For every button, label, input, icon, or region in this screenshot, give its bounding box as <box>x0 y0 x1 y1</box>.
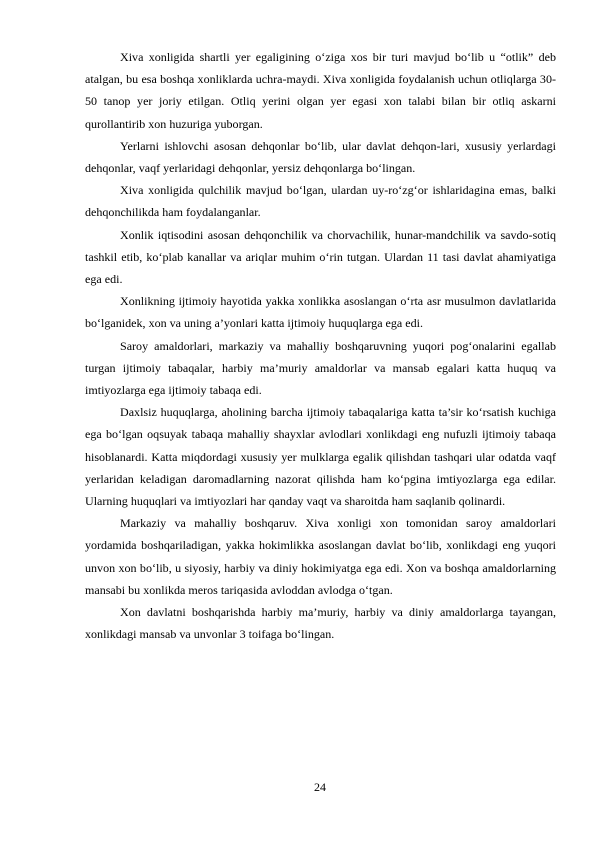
paragraph-qulchilik: Xiva xonligida qulchilik mavjud bo‘lgan, ulardan uy-ro‘zg‘or ishlaridagina emas, balki dehqonchilikda ham foydalanganlar. <box>85 183 556 220</box>
paragraph-otlik: Xiva xonligida shartli yer egaligining o‘ziga xos bir turi mavjud bo‘lib u “otlik” deb atalgan, bu esa boshqa xonliklarda uchra-maydi. Xiva xonligida foydalanish uchun otliqlarga 30-50 tanop yer joriy etilgan. Otliq yerini olgan yer egasi xon talabi bilan bir otliq askarni qurollantirib xon huzuriga yuborgan. <box>85 50 556 131</box>
document-body <box>85 46 556 645</box>
paragraph-dehqonlar: Yerlarni ishlovchi asosan dehqonlar bo‘lib, ular davlat dehqon-lari, xususiy yerlardagi dehqonlar, vaqf yerlaridagi dehqonlar, yersiz dehqonlarga bo‘lingan. <box>85 138 556 176</box>
paragraph-iqtisod: Xonlik iqtisodini asosan dehqonchilik va chorvachilik, hunar-mandchilik va savdo-sotiq tashkil etib, ko‘plab kanallar va ariqlar muhim o‘rin tutgan. Ulardan 11 tasi davlat ahamiyatiga ega edi. <box>85 227 556 287</box>
page-number: 24 <box>314 780 326 794</box>
paragraph-daxlsiz-huquqlar: Daxlsiz huquqlarga, aholining barcha ijtimoiy tabaqalariga katta ta’sir ko‘rsatish kuchiga ega bo‘lgan oqsuyak tabaqa mahalliy shayxlar avlodlari xonlikdagi eng nufuzli ijtimoiy tabaqa hisoblanardi. Katta miqdordagi xususiy yer mulklarga egalik qilishdan tashqari ular odatda vaqf yerlaridan keladigan daromadlarning nazorat qilishda ham ko‘pgina imtiyozlarga ega edilar. Ularning huquqlari va imtiyozlari har qanday vaqt va sharoitda ham saqlanib qolinardi. <box>85 405 556 509</box>
paragraph-saroy-amaldorlari: Saroy amaldorlari, markaziy va mahalliy boshqaruvning yuqori pog‘onalarini egallab turgan ijtimoiy tabaqalar, harbiy ma’muriy amaldorlar va mansab egalari katta huquq va imtiyozlarga ega ijtimoiy tabaqa edi. <box>85 338 556 398</box>
paragraph-ijtimoiy-hayot: Xonlikning ijtimoiy hayotida yakka xonlikka asoslangan o‘rta asr musulmon davlatlarida bo‘lganidek, xon va uning a’yonlari katta ijtimoiy huquqlarga ega edi. <box>85 294 556 331</box>
paragraph-mansab-toifalari: Xon davlatni boshqarishda harbiy ma’muriy, harbiy va diniy amaldorlarga tayangan, xonlikdagi mansab va unvonlar 3 toifaga bo‘lingan. <box>85 605 556 642</box>
paragraph-boshqaruv: Markaziy va mahalliy boshqaruv. Xiva xonligi xon tomonidan saroy amaldorlari yordamida boshqariladigan, yakka hokimlikka asoslangan davlat bo‘lib, xonlikdagi eng yuqori unvon xon bo‘lib, u siyosiy, harbiy va diniy hokimiyatga ega edi. Xon va boshqa amaldorlarning mansabi bu xonlikda meros tariqasida avloddan avlodga o‘tgan. <box>85 516 556 597</box>
